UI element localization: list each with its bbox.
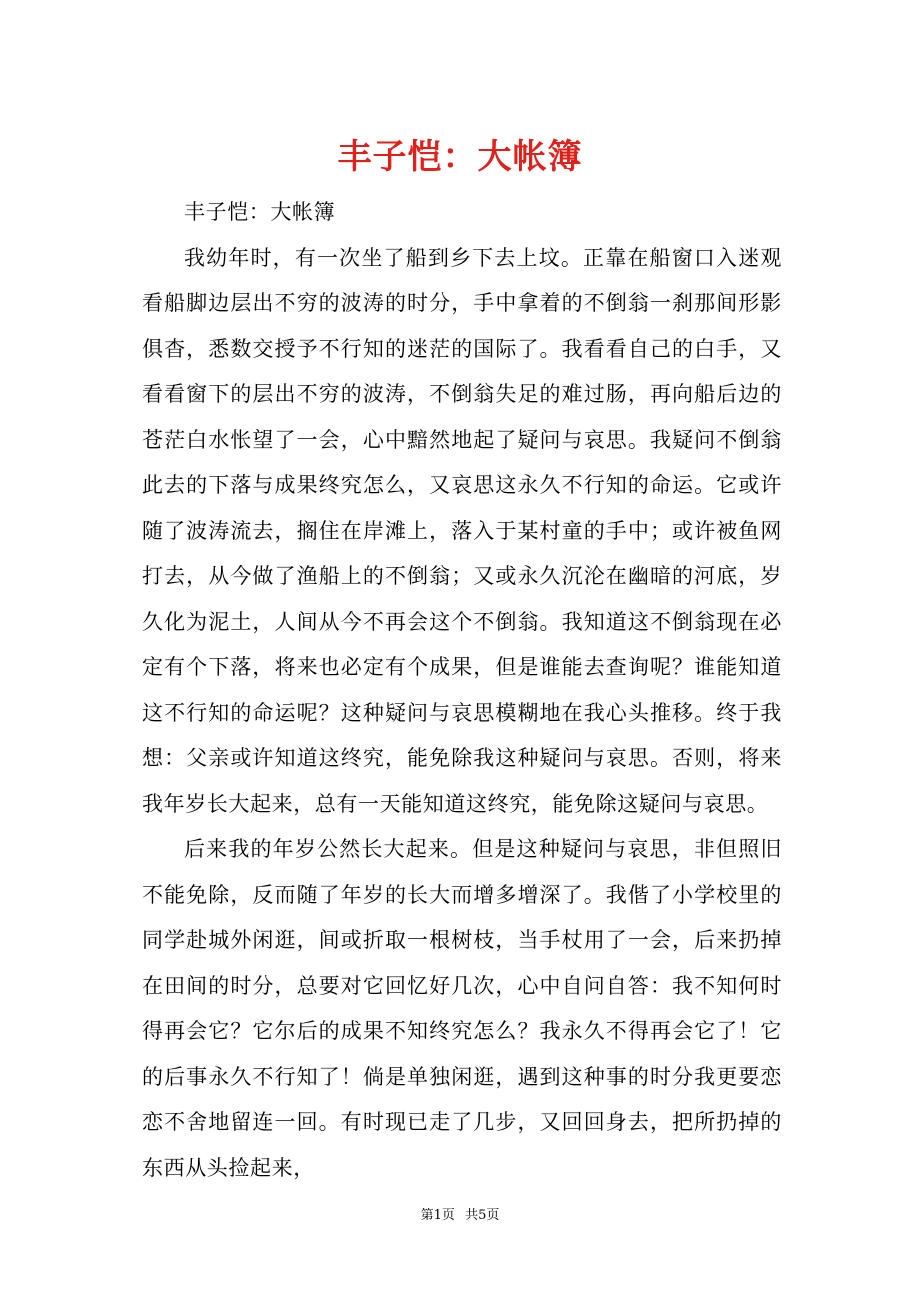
document-title: 丰子恺：大帐簿: [337, 136, 583, 177]
page-total: 共5页: [465, 1208, 500, 1223]
paragraph-subtitle: 丰子恺：大帐簿: [184, 200, 336, 224]
document-body: [142, 190, 782, 1191]
paragraph: 我幼年时，有一次坐了船到乡下去上坟。正靠在船窗口入迷观看船脚边层出不穷的波涛的时分，手中拿着的不倒翁一刹那间形影俱杳，悉数交授予不行知的迷茫的国际了。我看看自己的白手，又看看窗下的层出不穷的波涛，不倒翁失足的难过肠，再向船后边的苍茫白水怅望了一会，心中黯然地起了疑问与哀思。我疑问不倒翁此去的下落与成果终究怎么，又哀思这永久不行知的命运。它或许随了波涛流去，搁住在岸滩上，落入于某村童的手中；或许被鱼网打去，从今做了渔船上的不倒翁；又或永久沉沦在幽暗的河底，岁久化为泥土，人间从今不再会这个不倒翁。我知道这不倒翁现在必定有个下落，将来也必定有个成果，但是谁能去查询呢？谁能知道这不行知的命运呢？这种疑问与哀思模糊地在我心头推移。终于我想：父亲或许知道这终究，能免除我这种疑问与哀思。否则，将来我年岁长大起来，总有一天能知道这终究，能免除这疑问与哀思。: [142, 245, 782, 816]
paragraph: 后来我的年岁公然长大起来。但是这种疑问与哀思，非但照旧不能免除，反而随了年岁的长大而增多增深了。我偕了小学校里的同学赴城外闲逛，间或折取一根树枝，当手杖用了一会，后来扔掉在田间的时分，总要对它回忆好几次，心中自问自答：我不知何时得再会它？它尔后的成果不知终究怎么？我永久不得再会它了！它的后事永久不行知了！倘是单独闲逛，遇到这种事的时分我更要恋恋不舍地留连一回。有时现已走了几步，又回回身去，把所扔掉的东西从头捡起来，: [142, 837, 782, 1180]
page-footer: [0, 1206, 920, 1226]
page-number: 第1页: [420, 1208, 455, 1223]
